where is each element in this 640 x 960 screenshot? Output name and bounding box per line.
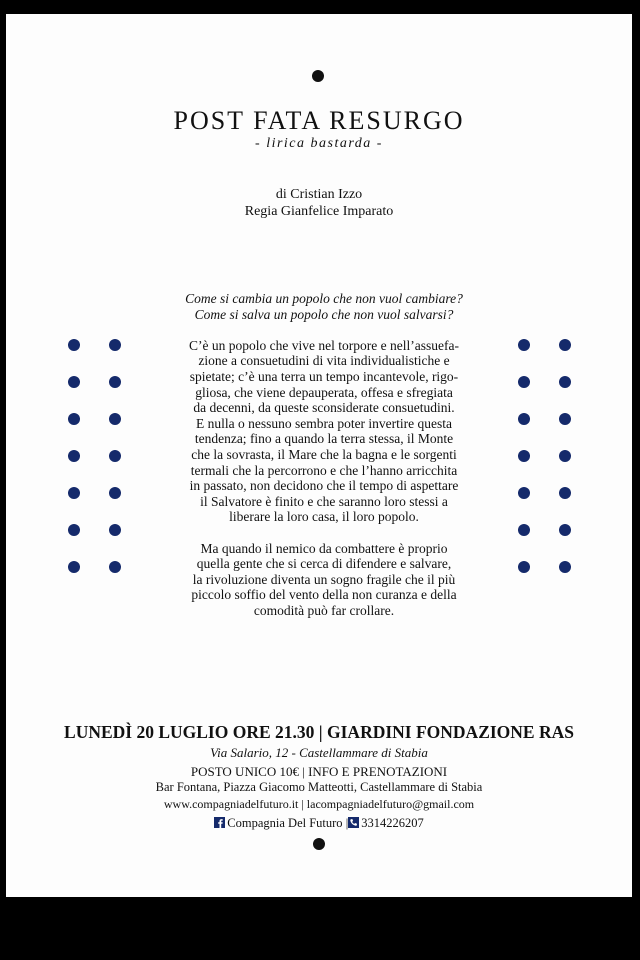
contacts-social — [6, 816, 632, 831]
director: Regia Gianfelice Imparato — [244, 204, 394, 219]
dot-column-left-inner — [109, 339, 121, 598]
poster-subtitle: - lirica bastarda - — [255, 136, 383, 151]
poster — [6, 14, 632, 897]
text-line: in passato, non decidono che il tempo di aspettare — [189, 478, 459, 494]
email-link[interactable]: lacompagniadelfuturo@gmail.com — [306, 797, 475, 811]
text-line: termali che la percorrono e che l’hanno arricchita — [190, 462, 458, 478]
author: di Cristian Izzo — [275, 187, 363, 202]
text-line: piccolo soffio del vento della non curanza e della — [191, 587, 457, 603]
text-line: spietate; c’è una terra un tempo incantevole, rigo- — [189, 368, 459, 384]
text-line: da decenni, da queste sconsiderate consuetudini. — [193, 400, 455, 416]
phone-icon — [345, 816, 359, 830]
separator: | — [301, 797, 307, 811]
paragraph-2 — [154, 541, 494, 619]
event-date-location: LUNEDÌ 20 LUGLIO ORE 21.30 | GIARDINI FONDAZIONE RAS — [64, 722, 574, 742]
text-line: tendenza; fino a quando la terra stessa, il Monte — [194, 431, 454, 447]
separator: | — [345, 816, 349, 830]
text-line: quella gente che si cerca di difendere e salvare, — [196, 556, 452, 572]
text-line: la rivoluzione diventa un sogno fragile che il più — [192, 571, 456, 587]
dot-column-left-outer — [68, 339, 80, 598]
question-line: Come si salva un popolo che non vuol salvarsi? — [194, 306, 454, 322]
text-line: comodità può far crollare. — [253, 602, 395, 618]
text-line: E nulla o nessuno sembra poter invertire questa — [195, 415, 453, 431]
dot-column-right-outer — [559, 339, 571, 598]
text-line: Ma quando il nemico da combattere è proprio — [200, 540, 448, 556]
paragraph-1 — [154, 338, 494, 525]
text-line: gliosa, che viene depauperata, offesa e sfregiata — [195, 384, 453, 400]
text-line: C’è un popolo che vive nel torpore e nell’assuefa- — [189, 337, 459, 353]
poster-title: POST FATA RESURGO — [173, 106, 465, 135]
text-line: liberare la loro casa, il loro popolo. — [229, 509, 419, 525]
facebook-icon — [214, 817, 225, 828]
question-line: Come si cambia un popolo che non vuol cambiare? — [185, 291, 463, 306]
text-line: il Salvatore è finito e che saranno loro stessi a — [200, 493, 448, 509]
phone-number[interactable]: 3314226207 — [361, 816, 424, 830]
facebook-link[interactable]: Compagnia Del Futuro — [227, 816, 343, 830]
event-address: Via Salario, 12 - Castellammare di Stabia — [210, 745, 428, 760]
synopsis — [154, 291, 494, 618]
contacts-web — [6, 797, 632, 812]
ticket-info: POSTO UNICO 10€ | INFO E PRENOTAZIONI — [190, 764, 448, 779]
website-link[interactable]: www.compagniadelfuturo.it — [163, 797, 299, 811]
text-line: zione a consuetudini di vita individualistiche e — [198, 353, 450, 369]
credits — [6, 186, 632, 220]
text-line: che la sovrasta, il Mare che la bagna e le sorgenti — [191, 446, 457, 462]
bottom-dot — [313, 838, 325, 850]
booking-venue: Bar Fontana, Piazza Giacomo Matteotti, Castellammare di Stabia — [155, 780, 483, 794]
dot-column-right-inner — [518, 339, 530, 598]
top-dot — [312, 70, 324, 82]
questions — [154, 291, 494, 322]
